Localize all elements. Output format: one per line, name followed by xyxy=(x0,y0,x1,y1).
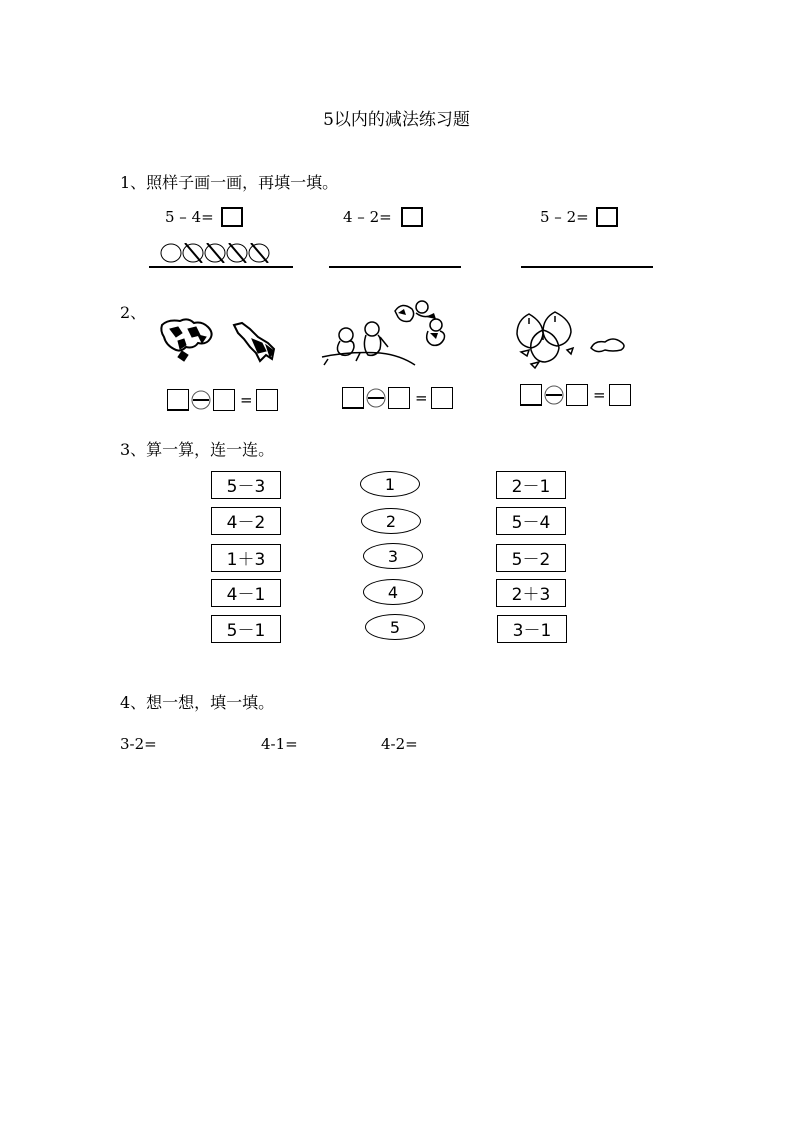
equals-sign: = xyxy=(415,389,428,407)
equals-sign: = xyxy=(240,391,253,409)
q2-box-subtrahend-2[interactable] xyxy=(388,387,410,409)
example-circles xyxy=(160,243,270,263)
frogs-icon xyxy=(158,315,280,365)
birds-icon xyxy=(320,295,455,370)
q2-box-minuend-3[interactable] xyxy=(520,384,542,406)
crossed-circle-icon xyxy=(248,243,270,263)
q4-expression-3: 4-2= xyxy=(381,735,418,753)
crossed-circle-icon xyxy=(204,243,226,263)
q1-answer-box-3[interactable] xyxy=(596,207,618,227)
number-oval[interactable]: 2 xyxy=(361,508,421,534)
q1-expression-1: 5 – 4= xyxy=(165,208,214,226)
q1-answer-box-1[interactable] xyxy=(221,207,243,227)
minus-circle-icon xyxy=(366,388,386,408)
circle-icon xyxy=(160,243,182,263)
peaches-icon xyxy=(515,310,630,370)
equals-sign: = xyxy=(593,386,606,404)
right-expression-box[interactable]: 2－1 xyxy=(496,471,566,499)
q2-box-result-2[interactable] xyxy=(431,387,453,409)
q2-box-minuend-2[interactable] xyxy=(342,387,364,409)
q1-drawing-line-1 xyxy=(149,266,293,268)
q2-box-subtrahend-1[interactable] xyxy=(213,389,235,411)
page-title: 5以内的减法练习题 xyxy=(323,110,470,130)
q4-expression-1: 3-2= xyxy=(120,735,157,753)
q2-box-minuend-1[interactable] xyxy=(167,389,189,411)
right-expression-box[interactable]: 3－1 xyxy=(497,615,567,643)
q1-expression-2: 4 – 2= xyxy=(343,208,392,226)
question-3-heading: 3、算一算，连一连。 xyxy=(120,440,275,459)
question-4-heading: 4、想一想，填一填。 xyxy=(120,693,275,712)
q1-answer-box-2[interactable] xyxy=(401,207,423,227)
number-oval[interactable]: 3 xyxy=(363,543,423,569)
left-expression-box[interactable]: 5－3 xyxy=(211,471,281,499)
q2-box-result-1[interactable] xyxy=(256,389,278,411)
q1-drawing-line-2[interactable] xyxy=(329,266,461,268)
right-expression-box[interactable]: 2＋3 xyxy=(496,579,566,607)
number-oval[interactable]: 1 xyxy=(360,471,420,497)
q2-box-result-3[interactable] xyxy=(609,384,631,406)
question-1-heading: 1、照样子画一画，再填一填。 xyxy=(120,173,339,192)
q1-expression-3: 5 – 2= xyxy=(540,208,589,226)
number-oval[interactable]: 5 xyxy=(365,614,425,640)
left-expression-box[interactable]: 1＋3 xyxy=(211,544,281,572)
right-expression-box[interactable]: 5－4 xyxy=(496,507,566,535)
minus-circle-icon xyxy=(191,390,211,410)
left-expression-box[interactable]: 4－1 xyxy=(211,579,281,607)
question-2-label: 2、 xyxy=(120,303,147,322)
left-expression-box[interactable]: 5－1 xyxy=(211,615,281,643)
number-oval[interactable]: 4 xyxy=(363,579,423,605)
crossed-circle-icon xyxy=(182,243,204,263)
q4-expression-2: 4-1= xyxy=(261,735,298,753)
right-expression-box[interactable]: 5－2 xyxy=(496,544,566,572)
q1-drawing-line-3[interactable] xyxy=(521,266,653,268)
left-expression-box[interactable]: 4－2 xyxy=(211,507,281,535)
q2-box-subtrahend-3[interactable] xyxy=(566,384,588,406)
minus-circle-icon xyxy=(544,385,564,405)
crossed-circle-icon xyxy=(226,243,248,263)
